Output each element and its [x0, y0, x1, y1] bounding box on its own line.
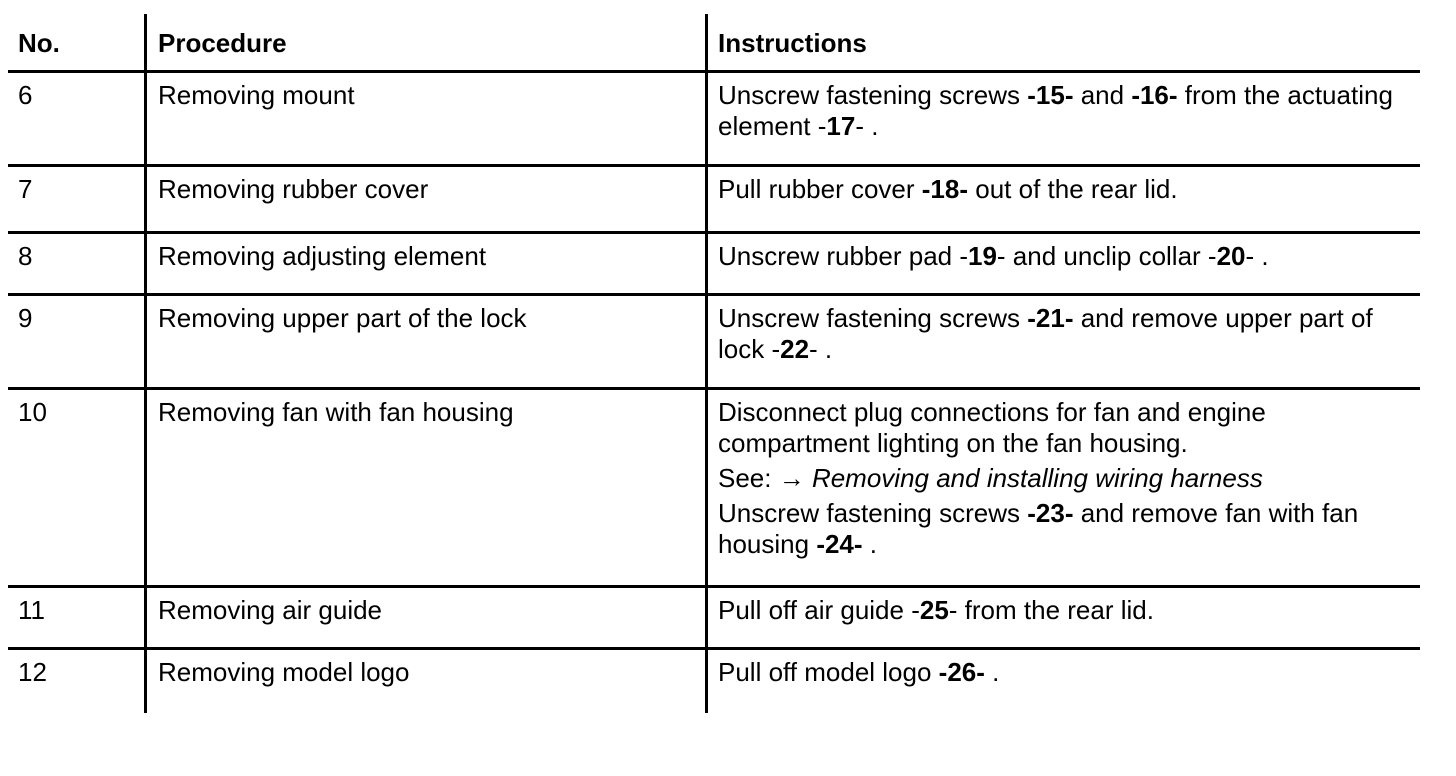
step-number: 8 [18, 241, 33, 271]
procedure-table [8, 14, 1420, 710]
table-row [8, 648, 1420, 710]
part-number: 17 [826, 111, 856, 141]
instruction-text: Pull off air guide - [718, 595, 920, 625]
part-number: -26- [938, 657, 985, 687]
instruction-text: . [862, 529, 878, 559]
part-number: 20 [1216, 241, 1246, 271]
part-number: -15- [1027, 80, 1074, 110]
instruction-text: and [1073, 80, 1132, 110]
procedure-text: Removing mount [158, 80, 355, 110]
instructions-text [706, 388, 1420, 586]
instruction-paragraph [718, 463, 1420, 494]
step-number: 7 [18, 174, 33, 204]
instruction-text: - . [855, 111, 879, 141]
part-number: 25 [919, 595, 949, 625]
step-number: 12 [18, 657, 47, 687]
step-number: 9 [18, 303, 33, 333]
table-row [8, 232, 1420, 294]
instruction-paragraph [718, 397, 1420, 459]
table-row [8, 165, 1420, 232]
instructions-text [706, 232, 1420, 294]
instruction-text: Unscrew fastening screws [718, 498, 1028, 528]
table-header-row [8, 14, 1420, 71]
instruction-text: Unscrew rubber pad - [718, 241, 968, 271]
step-number: 11 [18, 595, 45, 625]
instructions-text [706, 586, 1420, 648]
instruction-text: - and unclip collar - [996, 241, 1217, 271]
part-number: -16- [1131, 80, 1178, 110]
part-number: -21- [1027, 303, 1074, 333]
instruction-text: Disconnect plug connections for fan and engine compartment lighting on the fan housing. [718, 397, 1266, 458]
instruction-text: Unscrew fastening screws [718, 303, 1028, 333]
table-row [8, 71, 1420, 165]
instruction-paragraph [718, 498, 1420, 560]
procedure-text: Removing fan with fan housing [158, 397, 514, 427]
instruction-text: out of the rear lid. [968, 174, 1178, 204]
instructions-text [706, 71, 1420, 165]
instruction-paragraph [718, 174, 1420, 205]
instructions-text [706, 165, 1420, 232]
instruction-text: Pull off model logo [718, 657, 939, 687]
part-number: 22 [780, 334, 810, 364]
instruction-text: - . [809, 334, 833, 364]
procedure-text: Removing adjusting element [158, 241, 487, 271]
instruction-text: and remove fan with fan housing [718, 498, 1359, 559]
instruction-text: Unscrew fastening screws [718, 80, 1028, 110]
step-number: 10 [18, 397, 47, 427]
instruction-text: . [984, 657, 1000, 687]
header-no: No. [18, 28, 60, 58]
instruction-paragraph [718, 80, 1420, 142]
instruction-text: See: → [718, 463, 812, 493]
instruction-text: and remove upper part of lock - [718, 303, 1373, 364]
step-number: 6 [18, 80, 33, 110]
procedure-text: Removing model logo [158, 657, 410, 687]
table-row [8, 388, 1420, 586]
header-procedure: Procedure [158, 28, 287, 58]
procedure-text: Removing upper part of the lock [158, 303, 527, 333]
part-number: -18- [921, 174, 969, 204]
instructions-text [706, 294, 1420, 388]
instruction-text: Pull rubber cover [718, 174, 922, 204]
part-number: -23- [1027, 498, 1074, 528]
instructions-text [706, 648, 1420, 710]
instruction-text: from the actuating element - [718, 80, 1393, 141]
instruction-paragraph [718, 595, 1420, 626]
instruction-paragraph [718, 303, 1420, 365]
instruction-paragraph [718, 657, 1420, 688]
part-number: 19 [968, 241, 997, 271]
procedure-text: Removing rubber cover [158, 174, 429, 204]
instruction-text: - from the rear lid. [948, 595, 1154, 625]
table-row [8, 586, 1420, 648]
procedure-text: Removing air guide [158, 595, 383, 625]
cross-reference: Removing and installing wiring harness [811, 463, 1263, 493]
header-instructions: Instructions [718, 28, 867, 58]
instruction-text: - . [1245, 241, 1269, 271]
instruction-paragraph [718, 241, 1420, 272]
part-number: -24- [816, 529, 863, 559]
table-row [8, 294, 1420, 388]
